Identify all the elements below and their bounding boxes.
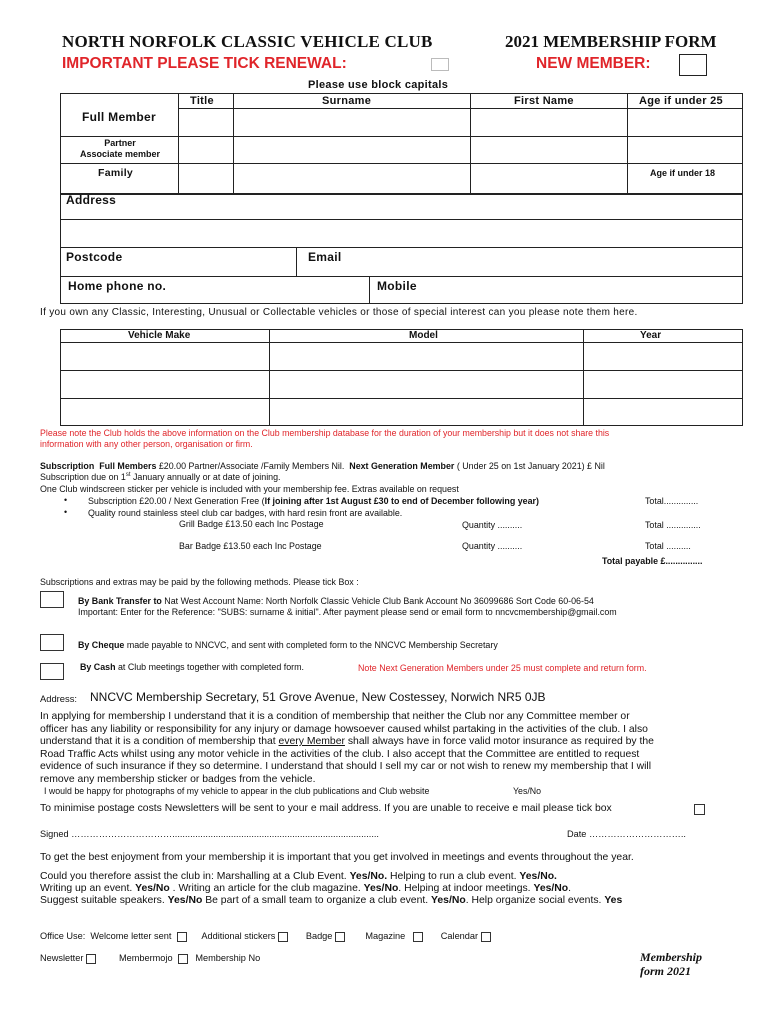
opt-speakers: Suggest suitable speakers. (40, 895, 165, 906)
postcode-label: Postcode (66, 250, 123, 264)
declaration (40, 711, 730, 787)
home-phone-input[interactable] (180, 277, 368, 303)
row-partner-line2: Associate member (79, 149, 161, 159)
opt-article: . Writing an article for the club magazine. (169, 883, 361, 894)
newsletter-label: Newsletter (40, 953, 84, 963)
subscription-label: Subscription (40, 461, 95, 471)
newsletter-text: To minimise postage costs Newsletters will be sent to your e mail address. If you are unable to receive e mail please tick box (40, 803, 612, 814)
cheque-checkbox[interactable] (40, 634, 64, 651)
new-member-label: NEW MEMBER: (536, 55, 651, 72)
footer-line1: Membership (640, 950, 703, 964)
yn-speakers[interactable]: Yes/No (167, 895, 203, 906)
bar-total[interactable]: Total .......... (645, 541, 691, 551)
bank-text: Nat West Account Name: North Norfolk Classic Vehicle Club Bank Account No 36099686 Sort Code 60-06-54 (161, 596, 594, 606)
photos-consent: I would be happy for photographs of my vehicle to appear in the club publications and Club website (44, 786, 430, 796)
signed-field[interactable]: Signed ……………………………................................................................................. (40, 829, 379, 839)
due-post: January annually or at date of joining. (130, 472, 281, 482)
yn-run-event[interactable]: Yes/No. (519, 871, 557, 882)
grill-badge: Grill Badge £13.50 each Inc Postage (179, 519, 324, 529)
cash-checkbox[interactable] (40, 663, 64, 680)
membermojo-checkbox[interactable] (178, 954, 188, 964)
bullet1-bold: If joining after 1st August £30 to end of December following year) (264, 496, 539, 506)
address-input[interactable] (61, 220, 742, 246)
badge-checkbox[interactable] (335, 932, 345, 942)
stickers-label: Additional stickers (201, 931, 276, 941)
col-year: Year (640, 330, 662, 341)
col-title: Title (190, 95, 214, 107)
block-capitals-instruction: Please use block capitals (308, 79, 449, 91)
no-email-checkbox[interactable] (694, 804, 705, 815)
row-full-member: Full Member (82, 110, 156, 124)
opt-social: . Help organize social events. (465, 895, 602, 906)
declaration-line3-post: shall always have in force valid motor insurance as required by the (344, 736, 654, 748)
cheque-text: made payable to NNCVC, and sent with completed form to the NNCVC Membership Secretary (124, 640, 498, 650)
bar-badge: Bar Badge £13.50 each Inc Postage (179, 541, 322, 551)
opt-indoor-end: . (568, 883, 572, 894)
membership-no-label: Membership No (195, 953, 261, 963)
vehicle-model-input[interactable] (270, 343, 582, 369)
next-gen-detail: ( Under 25 on 1st January 2021) £ Nil (456, 461, 605, 471)
cash-text: at Club meetings together with completed form. (115, 662, 304, 672)
sticker-note: One Club windscreen sticker per vehicle is included with your membership fee. Extras available on request (40, 484, 459, 494)
col-surname: Surname (322, 95, 372, 107)
row-family: Family (98, 167, 134, 179)
full-member-first-name-cell[interactable] (471, 109, 626, 135)
col-vehicle-make: Vehicle Make (128, 330, 191, 341)
declaration-line6: remove any membership sticker or badges from the vehicle. (40, 773, 316, 785)
yn-marshalling[interactable]: Yes/No. (349, 871, 388, 882)
renewal-label: IMPORTANT PLEASE TICK RENEWAL: (62, 55, 347, 72)
row-partner-line1: Partner (104, 138, 136, 148)
next-gen-label: Next Generation Member (349, 461, 455, 471)
declaration-line3-underlined: every Member (278, 736, 345, 748)
calendar-checkbox[interactable] (481, 932, 491, 942)
privacy-note (40, 428, 609, 450)
welcome-letter-label: Welcome letter sent (90, 931, 172, 941)
magazine-checkbox[interactable] (413, 932, 423, 942)
bank-reference: Important: Enter for the Reference: "SUBS: surname & initial". After payment please send or email form to nncvcmembership@gmail.com (78, 607, 617, 617)
home-phone-label: Home phone no. (68, 279, 167, 293)
full-members-label: Full Members (99, 461, 157, 471)
col-age: Age if under 25 (639, 95, 723, 107)
postcode-input[interactable] (150, 248, 295, 275)
yn-social[interactable]: Yes (604, 895, 623, 906)
opt-small-team: Be part of a small team to organize a club event. (202, 895, 429, 906)
address-label: Address (66, 193, 117, 207)
secretary-address-label: Address: (40, 693, 77, 704)
declaration-line3-pre: understand that it is a condition of membership that (40, 736, 279, 748)
newsletter-checkbox[interactable] (86, 954, 96, 964)
yn-small-team[interactable]: Yes/No (431, 895, 466, 906)
vehicles-intro: If you own any Classic, Interesting, Unusual or Collectable vehicles or those of special interest can you please note them here. (40, 307, 638, 318)
bullet2: Quality round stainless steel club car badges, with hard resin front are available. (88, 508, 403, 518)
badge-label: Badge (305, 931, 333, 941)
opt-marshalling: Could you therefore assist the club in: Marshalling at a Club Event. (40, 871, 347, 882)
bullet1 (88, 496, 539, 506)
due-sup: st (125, 472, 131, 479)
involvement-intro: To get the best enjoyment from your membership it is important that you get involved in meetings and events throughout the year. (40, 852, 634, 863)
bank-bold: By Bank Transfer to (78, 596, 162, 606)
office-label: Office Use: (40, 931, 86, 941)
involvement-options (40, 871, 730, 907)
subscription-due (40, 472, 281, 482)
declaration-line1: In applying for membership I understand that it is a condition of membership that neither the Club nor any Committee member or (40, 711, 630, 722)
form-title: 2021 MEMBERSHIP FORM (505, 32, 717, 51)
privacy-line2: information with any other person, organisation or firm. (40, 439, 253, 449)
full-member-title-cell[interactable] (179, 109, 232, 135)
declaration-line5: evidence of such insurance if they so determine. I understand that should I sell my car or not wish to renew my membership that I will (40, 761, 652, 773)
opt-run-event: Helping to run a club event. (387, 871, 517, 882)
secretary-address: NNCVC Membership Secretary, 51 Grove Avenue, New Costessey, Norwich NR5 0JB (90, 690, 546, 704)
full-price: £20.00 Partner/Associate /Family Members Nil. (158, 461, 345, 471)
bar-quantity[interactable]: Quantity .......... (462, 541, 523, 551)
payment-intro: Subscriptions and extras may be paid by the following methods. Please tick Box : (40, 577, 359, 587)
stickers-checkbox[interactable] (278, 932, 288, 942)
yn-writing-event[interactable]: Yes/No (135, 883, 170, 894)
cheque-line (78, 640, 498, 650)
calendar-label: Calendar (440, 931, 479, 941)
bullet-dot-1: • (64, 495, 68, 505)
email-input[interactable] (360, 248, 742, 275)
opt-indoor: . Helping at indoor meetings. (398, 883, 531, 894)
due-pre: Subscription due on 1 (40, 472, 126, 482)
col-first-name: First Name (514, 95, 574, 107)
photos-yes-no[interactable]: Yes/No (513, 786, 542, 796)
yn-indoor[interactable]: Yes/No (533, 883, 569, 894)
mobile-input[interactable] (430, 277, 742, 303)
grill-total[interactable]: Total .............. (645, 520, 701, 530)
new-member-checkbox[interactable] (679, 54, 707, 76)
declaration-line2: officer has any liability or responsibility for any injury or damage howsoever caused whilst partaking in the activities of the club. I also (40, 723, 648, 735)
office-use-row2 (40, 953, 260, 964)
footer-form-name (640, 950, 702, 978)
bank-transfer-line (78, 596, 594, 606)
magazine-label: Magazine (365, 931, 406, 941)
family-age-note: Age if under 18 (650, 168, 716, 178)
renewal-checkbox[interactable] (431, 58, 449, 71)
full-member-age-cell[interactable] (628, 109, 742, 135)
bullet-dot-2: • (64, 507, 68, 517)
vehicle-year-input[interactable] (584, 343, 742, 369)
bullet1-pre: Subscription £20.00 / Next Generation Free ( (88, 496, 265, 506)
row-partner (70, 138, 170, 160)
declaration-line4: Road Traffic Acts whilst using any motor vehicle in the activities of the club. I also accept that the Committee are entitled to request (40, 748, 640, 760)
cash-bold: By Cash (80, 662, 116, 672)
col-model: Model (409, 330, 438, 341)
privacy-line1: Please note the Club holds the above information on the Club membership database for the duration of your membership but it does not share this (40, 428, 610, 438)
grill-quantity[interactable]: Quantity .......... (462, 520, 523, 530)
membermojo-label: Membermojo (118, 953, 173, 963)
footer-line2: form 2021 (640, 964, 691, 978)
yn-article[interactable]: Yes/No (363, 883, 399, 894)
email-label: Email (308, 250, 342, 264)
subscription-line (40, 461, 605, 471)
full-member-surname-cell[interactable] (234, 109, 469, 135)
vehicle-make-input[interactable] (61, 343, 268, 369)
total-payable[interactable]: Total payable £............... (602, 556, 703, 566)
date-field[interactable]: Date ………………………….. (567, 829, 686, 839)
cash-note: Note Next Generation Members under 25 must complete and return form. (358, 663, 647, 673)
bullet1-total[interactable]: Total.............. (645, 496, 699, 506)
welcome-letter-checkbox[interactable] (177, 932, 187, 942)
bank-transfer-checkbox[interactable] (40, 591, 64, 608)
office-use-row1 (40, 931, 491, 942)
opt-writing-event: Writing up an event. (40, 883, 133, 894)
cheque-bold: By Cheque (78, 640, 125, 650)
mobile-label: Mobile (377, 279, 417, 293)
club-name: NORTH NORFOLK CLASSIC VEHICLE CLUB (62, 32, 433, 51)
cash-line (80, 662, 304, 672)
